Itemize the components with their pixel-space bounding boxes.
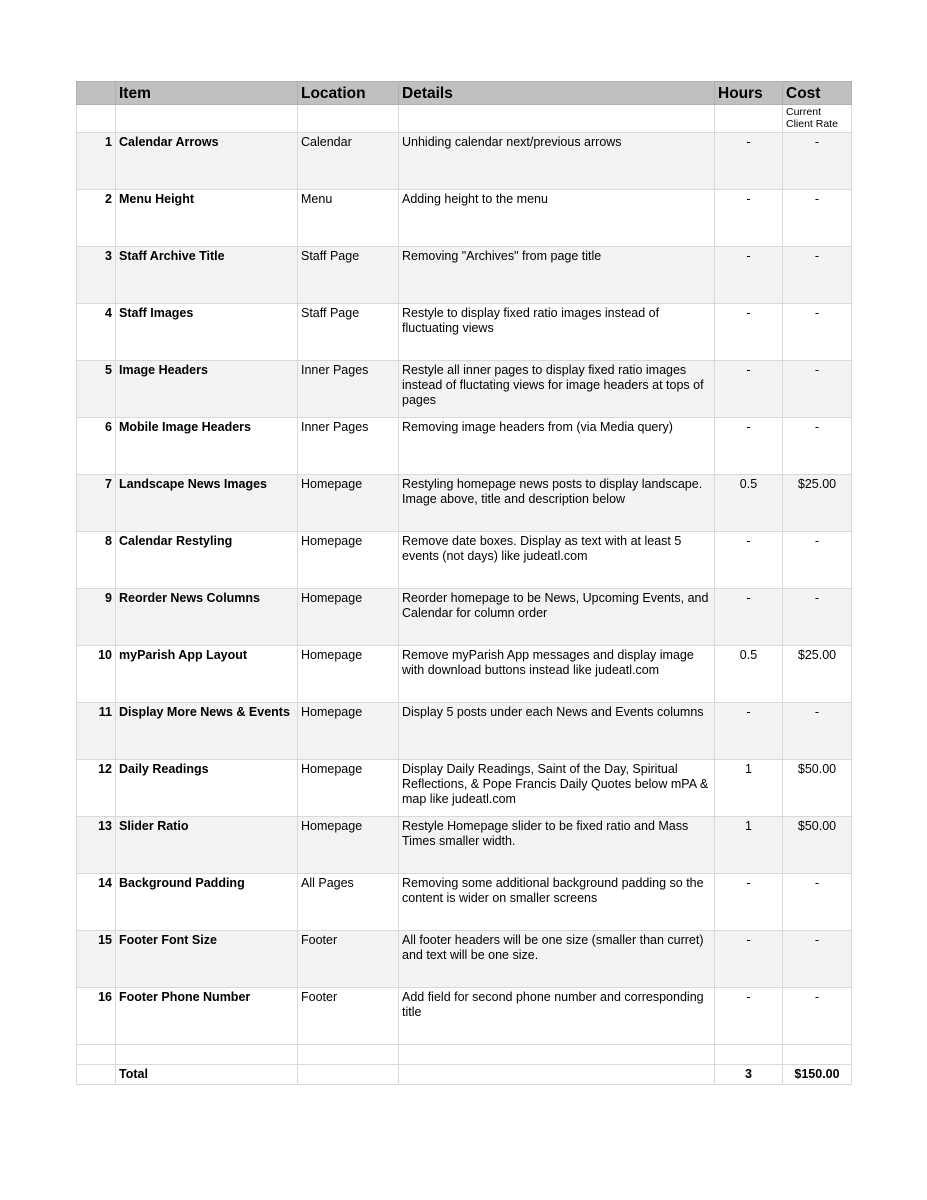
item-name-cell: Daily Readings [116,760,298,817]
row-number-cell: 4 [77,304,116,361]
row-number-cell: 3 [77,247,116,304]
cost-cell: $50.00 [783,817,852,874]
item-name-cell: Reorder News Columns [116,589,298,646]
empty-cell [77,1065,116,1085]
location-cell: Calendar [298,133,399,190]
hours-cell: - [715,874,783,931]
cost-cell: - [783,190,852,247]
table-row [77,361,852,418]
item-name-cell: Calendar Restyling [116,532,298,589]
location-cell: Inner Pages [298,361,399,418]
empty-cell [399,1065,715,1085]
empty-cell [77,1045,116,1065]
location-cell: Footer [298,988,399,1045]
cost-cell: $25.00 [783,646,852,703]
row-number-cell: 12 [77,760,116,817]
hours-cell: - [715,532,783,589]
hours-cell: 0.5 [715,646,783,703]
item-name-cell: Footer Font Size [116,931,298,988]
details-cell: Remove date boxes. Display as text with at least 5 events (not days) like judeatl.com [399,532,715,589]
cost-cell: - [783,247,852,304]
hours-cell: - [715,703,783,760]
details-cell: Removing some additional background padding so the content is wider on smaller screens [399,874,715,931]
location-cell: Staff Page [298,304,399,361]
table-row [77,475,852,532]
details-cell: Adding height to the menu [399,190,715,247]
row-number-cell: 13 [77,817,116,874]
location-cell: Homepage [298,589,399,646]
hours-cell: - [715,247,783,304]
empty-cell [298,1045,399,1065]
blank-row [77,1045,852,1065]
hours-cell: 0.5 [715,475,783,532]
cost-note: Current Client Rate [783,105,852,133]
total-cost: $150.00 [783,1065,852,1085]
empty-cell [116,105,298,133]
hours-cell: - [715,133,783,190]
cost-cell: - [783,532,852,589]
row-number-cell: 9 [77,589,116,646]
item-name-cell: Image Headers [116,361,298,418]
cost-cell: - [783,133,852,190]
total-label: Total [116,1065,298,1085]
hours-cell: 1 [715,817,783,874]
header-location: Location [298,82,399,105]
details-cell: Display Daily Readings, Saint of the Day, Spiritual Reflections, & Pope Francis Daily Quotes below mPA & map like judeatl.com [399,760,715,817]
header-item: Item [116,82,298,105]
empty-cell [298,105,399,133]
cost-cell: - [783,589,852,646]
table-row [77,874,852,931]
table-row [77,931,852,988]
empty-cell [783,1045,852,1065]
item-name-cell: Slider Ratio [116,817,298,874]
location-cell: Homepage [298,703,399,760]
cost-cell: - [783,703,852,760]
details-cell: Restyling homepage news posts to display landscape. Image above, title and description below [399,475,715,532]
hours-cell: - [715,304,783,361]
header-cost: Cost [783,82,852,105]
table-row [77,988,852,1045]
item-name-cell: Calendar Arrows [116,133,298,190]
row-number-cell: 7 [77,475,116,532]
hours-cell: - [715,418,783,475]
row-number-cell: 6 [77,418,116,475]
cost-cell: - [783,874,852,931]
empty-cell [399,1045,715,1065]
subheader-row [77,105,852,133]
total-row [77,1065,852,1085]
location-cell: Homepage [298,646,399,703]
row-number-cell: 1 [77,133,116,190]
empty-cell [715,1045,783,1065]
header-num [77,82,116,105]
details-cell: Removing image headers from (via Media query) [399,418,715,475]
table-row [77,133,852,190]
row-number-cell: 11 [77,703,116,760]
row-number-cell: 8 [77,532,116,589]
row-number-cell: 14 [77,874,116,931]
details-cell: Display 5 posts under each News and Events columns [399,703,715,760]
location-cell: Homepage [298,760,399,817]
table-row [77,589,852,646]
hours-cell: - [715,931,783,988]
table-row [77,247,852,304]
estimate-table [76,81,852,1085]
location-cell: Menu [298,190,399,247]
table-row [77,304,852,361]
hours-cell: 1 [715,760,783,817]
hours-cell: - [715,988,783,1045]
cost-cell: $25.00 [783,475,852,532]
table-row [77,646,852,703]
item-name-cell: Display More News & Events [116,703,298,760]
row-number-cell: 5 [77,361,116,418]
row-number-cell: 10 [77,646,116,703]
cost-cell: - [783,988,852,1045]
location-cell: Inner Pages [298,418,399,475]
row-number-cell: 15 [77,931,116,988]
empty-cell [399,105,715,133]
empty-cell [298,1065,399,1085]
details-cell: Reorder homepage to be News, Upcoming Events, and Calendar for column order [399,589,715,646]
row-number-cell: 2 [77,190,116,247]
details-cell: Restyle Homepage slider to be fixed ratio and Mass Times smaller width. [399,817,715,874]
table-row [77,760,852,817]
hours-cell: - [715,361,783,418]
details-cell: Restyle to display fixed ratio images instead of fluctuating views [399,304,715,361]
details-cell: All footer headers will be one size (smaller than curret) and text will be one size. [399,931,715,988]
cost-cell: $50.00 [783,760,852,817]
row-number-cell: 16 [77,988,116,1045]
location-cell: Homepage [298,817,399,874]
hours-cell: - [715,589,783,646]
details-cell: Add field for second phone number and corresponding title [399,988,715,1045]
cost-cell: - [783,304,852,361]
hours-cell: - [715,190,783,247]
item-name-cell: Landscape News Images [116,475,298,532]
details-cell: Remove myParish App messages and display image with download buttons instead like judeatl.com [399,646,715,703]
details-cell: Removing "Archives" from page title [399,247,715,304]
empty-cell [116,1045,298,1065]
table-row [77,703,852,760]
table-row [77,532,852,589]
total-hours: 3 [715,1065,783,1085]
header-details: Details [399,82,715,105]
cost-cell: - [783,931,852,988]
header-row [77,82,852,105]
location-cell: All Pages [298,874,399,931]
item-name-cell: Background Padding [116,874,298,931]
location-cell: Homepage [298,475,399,532]
location-cell: Footer [298,931,399,988]
details-cell: Unhiding calendar next/previous arrows [399,133,715,190]
table-row [77,418,852,475]
location-cell: Staff Page [298,247,399,304]
empty-cell [77,105,116,133]
table-row [77,190,852,247]
cost-cell: - [783,361,852,418]
item-name-cell: Mobile Image Headers [116,418,298,475]
item-name-cell: Menu Height [116,190,298,247]
empty-cell [715,105,783,133]
table-row [77,817,852,874]
location-cell: Homepage [298,532,399,589]
header-hours: Hours [715,82,783,105]
item-name-cell: myParish App Layout [116,646,298,703]
item-name-cell: Staff Archive Title [116,247,298,304]
cost-cell: - [783,418,852,475]
details-cell: Restyle all inner pages to display fixed ratio images instead of fluctating views for image headers at tops of pages [399,361,715,418]
item-name-cell: Footer Phone Number [116,988,298,1045]
item-name-cell: Staff Images [116,304,298,361]
